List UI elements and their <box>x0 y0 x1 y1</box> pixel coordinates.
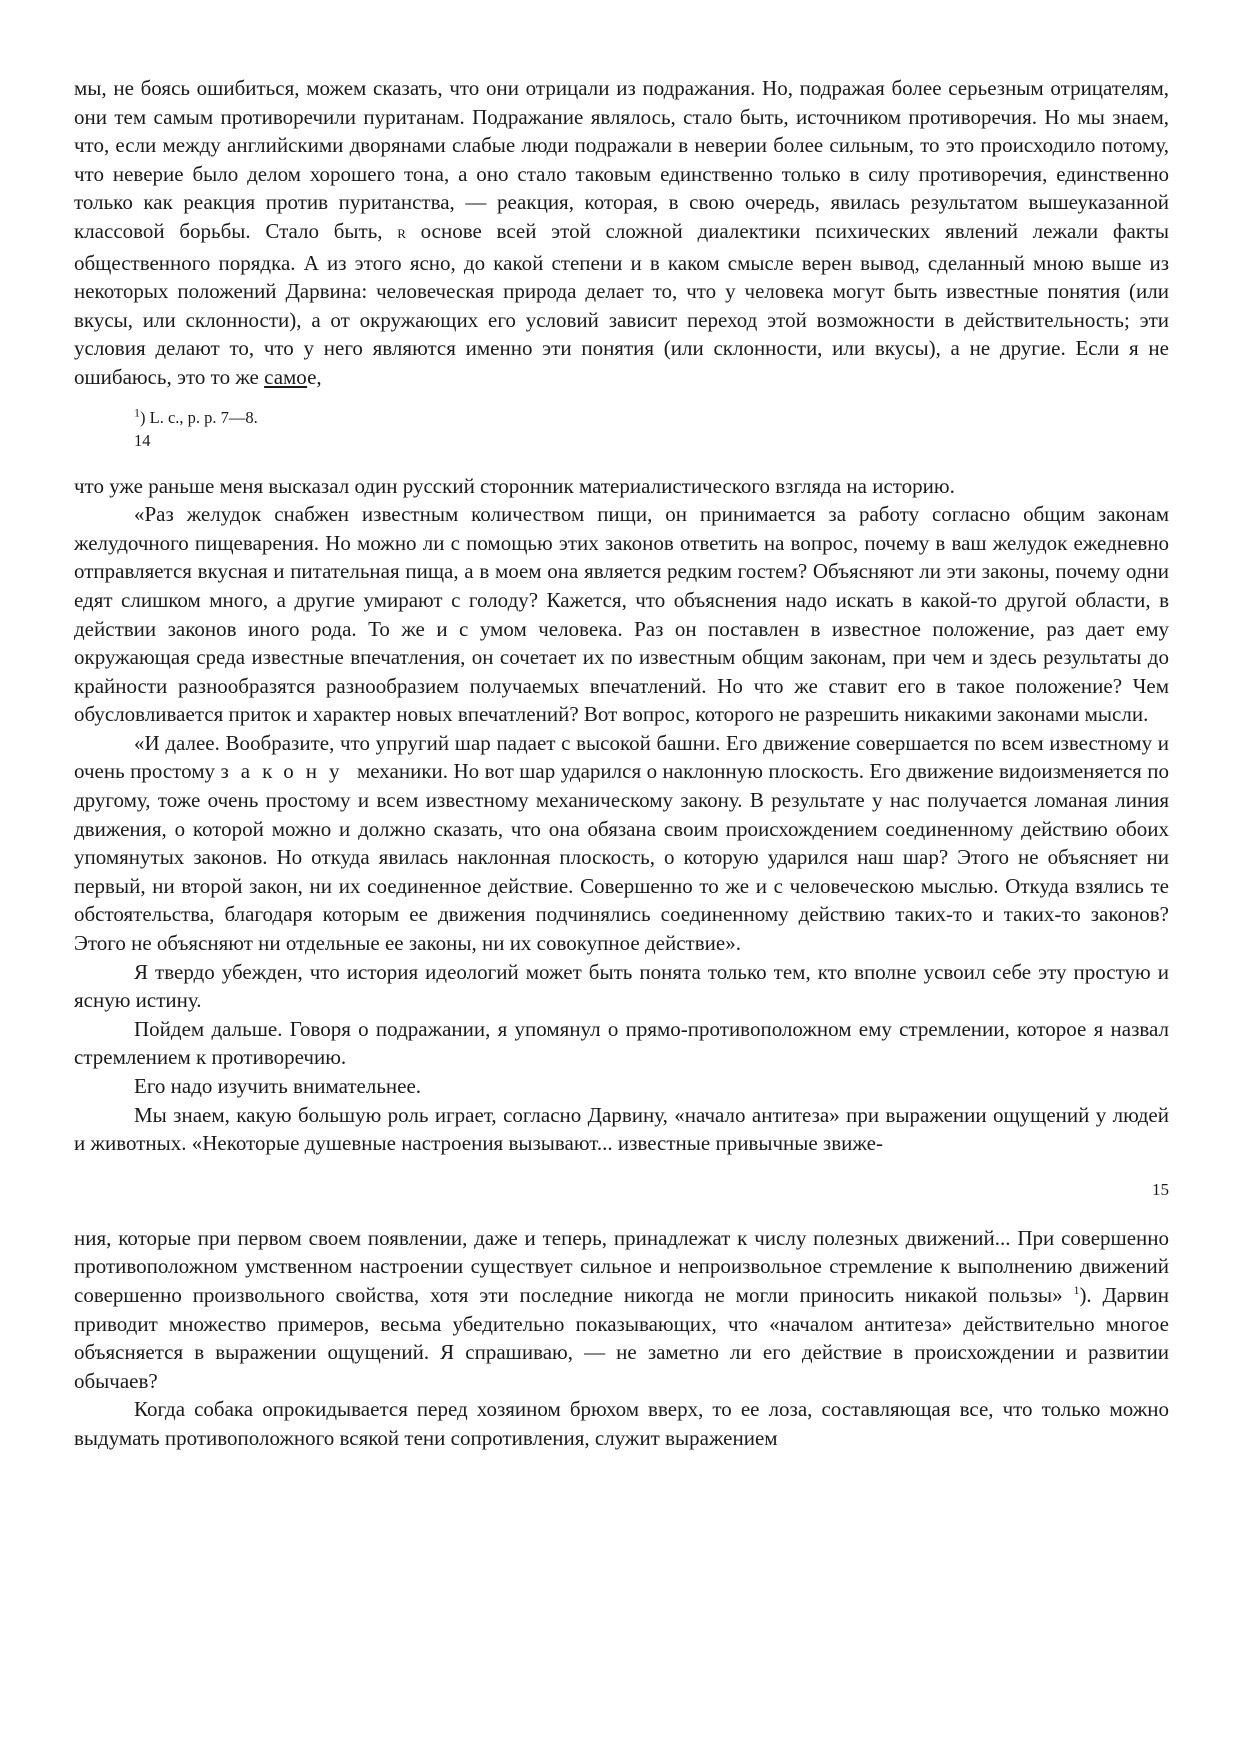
footnote-ref: 1 <box>1073 1282 1080 1297</box>
footnote-mark: 1 <box>134 405 140 420</box>
page-number-15: 15 <box>1152 1179 1169 1199</box>
paragraph-9: ния, которые при первом своем появлении, даже и теперь, принадлежат к числу полезных движений... При совершенно противоположном умственном настроении существует сильное и непроизвольное стремление к выполнению движений совершенно произвольного свойства, хотя эти последние никогда не могли приносить никакой пользы» $^1$). Дарвин приводит множество примеров, весьма убедительно показывающих, что «началом антитеза» действительно многое объясняется в выражении ощущений. Я спрашиваю, — не заметно ли его действие в происхождении и развитии обычаев? <box>74 1225 1170 1393</box>
paragraph-7: Его надо изучить внимательнее. <box>134 1074 422 1098</box>
paragraph-6: Пойдем дальше. Говоря о подражании, я упомянул о прямо-противоположном ему стремлении, которое я назвал стремлением к противоречию. <box>74 1016 1169 1070</box>
paragraph-3: «Раз желудок снабжен известным количеством пищи, он принимается за работу согласно общим законам желудочного пищеварения. Но можно ли с помощью этих законов ответить на вопрос, почему в ваш желудок ежедневно отправляется вкусная и питательная пища, а в моем она является редким гостем? Объясняют ли эти законы, почему одни едят слишком много, а другие умирают с голоду? Кажется, что объяснения надо искать в какой-то другой области, в действии законов иного рода. То же и с умом человека. Раз он поставлен в известное положение, раз дает ему окружающая среда известные впечатления, он сочетает их по известным общим законам, при чем и здесь результаты до крайности разнообразятся разнообразием получаемых впечатлений. Но что же ставит его в такое положение? Чем обусловливается приток и характер новых впечатлений? Вот вопрос, которого не разрешить никакими законами мысли. <box>74 502 1169 727</box>
spacer <box>74 452 1169 472</box>
paragraph-8: Мы знаем, какую большую роль играет, согласно Дарвину, «начало антитеза» при выражении ощущений у людей и животных. «Некоторые душевные настроения вызывают... известные привычные звиже- <box>74 1102 1169 1156</box>
paragraph-2: что уже раньше меня высказал один русский сторонник материалистического взгляда на историю. <box>74 473 955 498</box>
paragraph-1: мы, не боясь ошибиться, можем сказать, что они отрицали из подражания. Но, подражая более серьезным отрицателям, они тем самым противоречили пуританам. Подражание являлось, стало быть, источником противоречия. Но мы знаем, что, если между английскими дворянами слабые люди подражали в неверии более сильным, то это происходило потому, что неверие было делом хорошего тона, а оно стало таковым единственно только в силу противоречия, единственно только как реакция против пуританства, — реакция, которая, в свою очередь, явилась результатом вышеуказанной классовой борьбы. Стало быть, R основе всей этой сложной диалектики психических явлений лежали факты общественного порядка. А из этого ясно, до какой степени и в каком смысле верен вывод, сделанный мною выше из некоторых положений Дарвина: человеческая природа делает то, что у человека могут быть известные понятия (или вкусы, или склонности), а от окружающих его условий зависит переход этой возможности в действительность; эти условия делают то, что у него являются именно эти понятия (или склонности, или вкусы), а не другие. Если я не ошибаюсь, это то же самое, <box>74 76 1170 389</box>
document-page <box>74 74 1169 1453</box>
page-number-14: 14 <box>134 430 151 450</box>
paragraph-4: «И далее. Вообразите, что упругий шар падает с высокой башни. Его движение совершается по всем известному и очень простому закону механики. Но вот шар ударился о наклонную плоскость. Его движение видоизменяется по другому, тоже очень простому и всем известному механическому закону. В результате у нас получается ломаная линия движения, о которой можно и должно сказать, что она обязана своим происхождением соединенному действию обоих упомянутых законов. Но откуда явилась наклонная плоскость, о которую ударился наш шар? Этого не объясняет ни первый, ни второй закон, ни их соединенное действие. Совершенно то же и с человеческою мыслью. Откуда взялись те обстоятельства, благодаря которым ее движения подчинялись соединенному действию таких-то и таких-то законов? Этого не объясняют ни отдельные ее законы, ни их совокупное действие». <box>74 730 1170 956</box>
spaced-word: закону <box>220 759 352 784</box>
paragraph-5: Я твердо убежден, что история идеологий может быть понята только тем, кто вполне усвоил себе эту простую и ясную истину. <box>74 959 1169 1013</box>
paragraph-10: Когда собака опрокидывается перед хозяином брюхом вверх, то ее лоза, составляющая все, что только можно выдумать противоположного всякой тени сопротивления, служит выражением <box>74 1397 1169 1450</box>
underlined-word: само <box>264 364 308 389</box>
spacer <box>74 1202 1169 1224</box>
footnote: $^1$) L. c., p. p. 7—8. <box>134 405 258 427</box>
